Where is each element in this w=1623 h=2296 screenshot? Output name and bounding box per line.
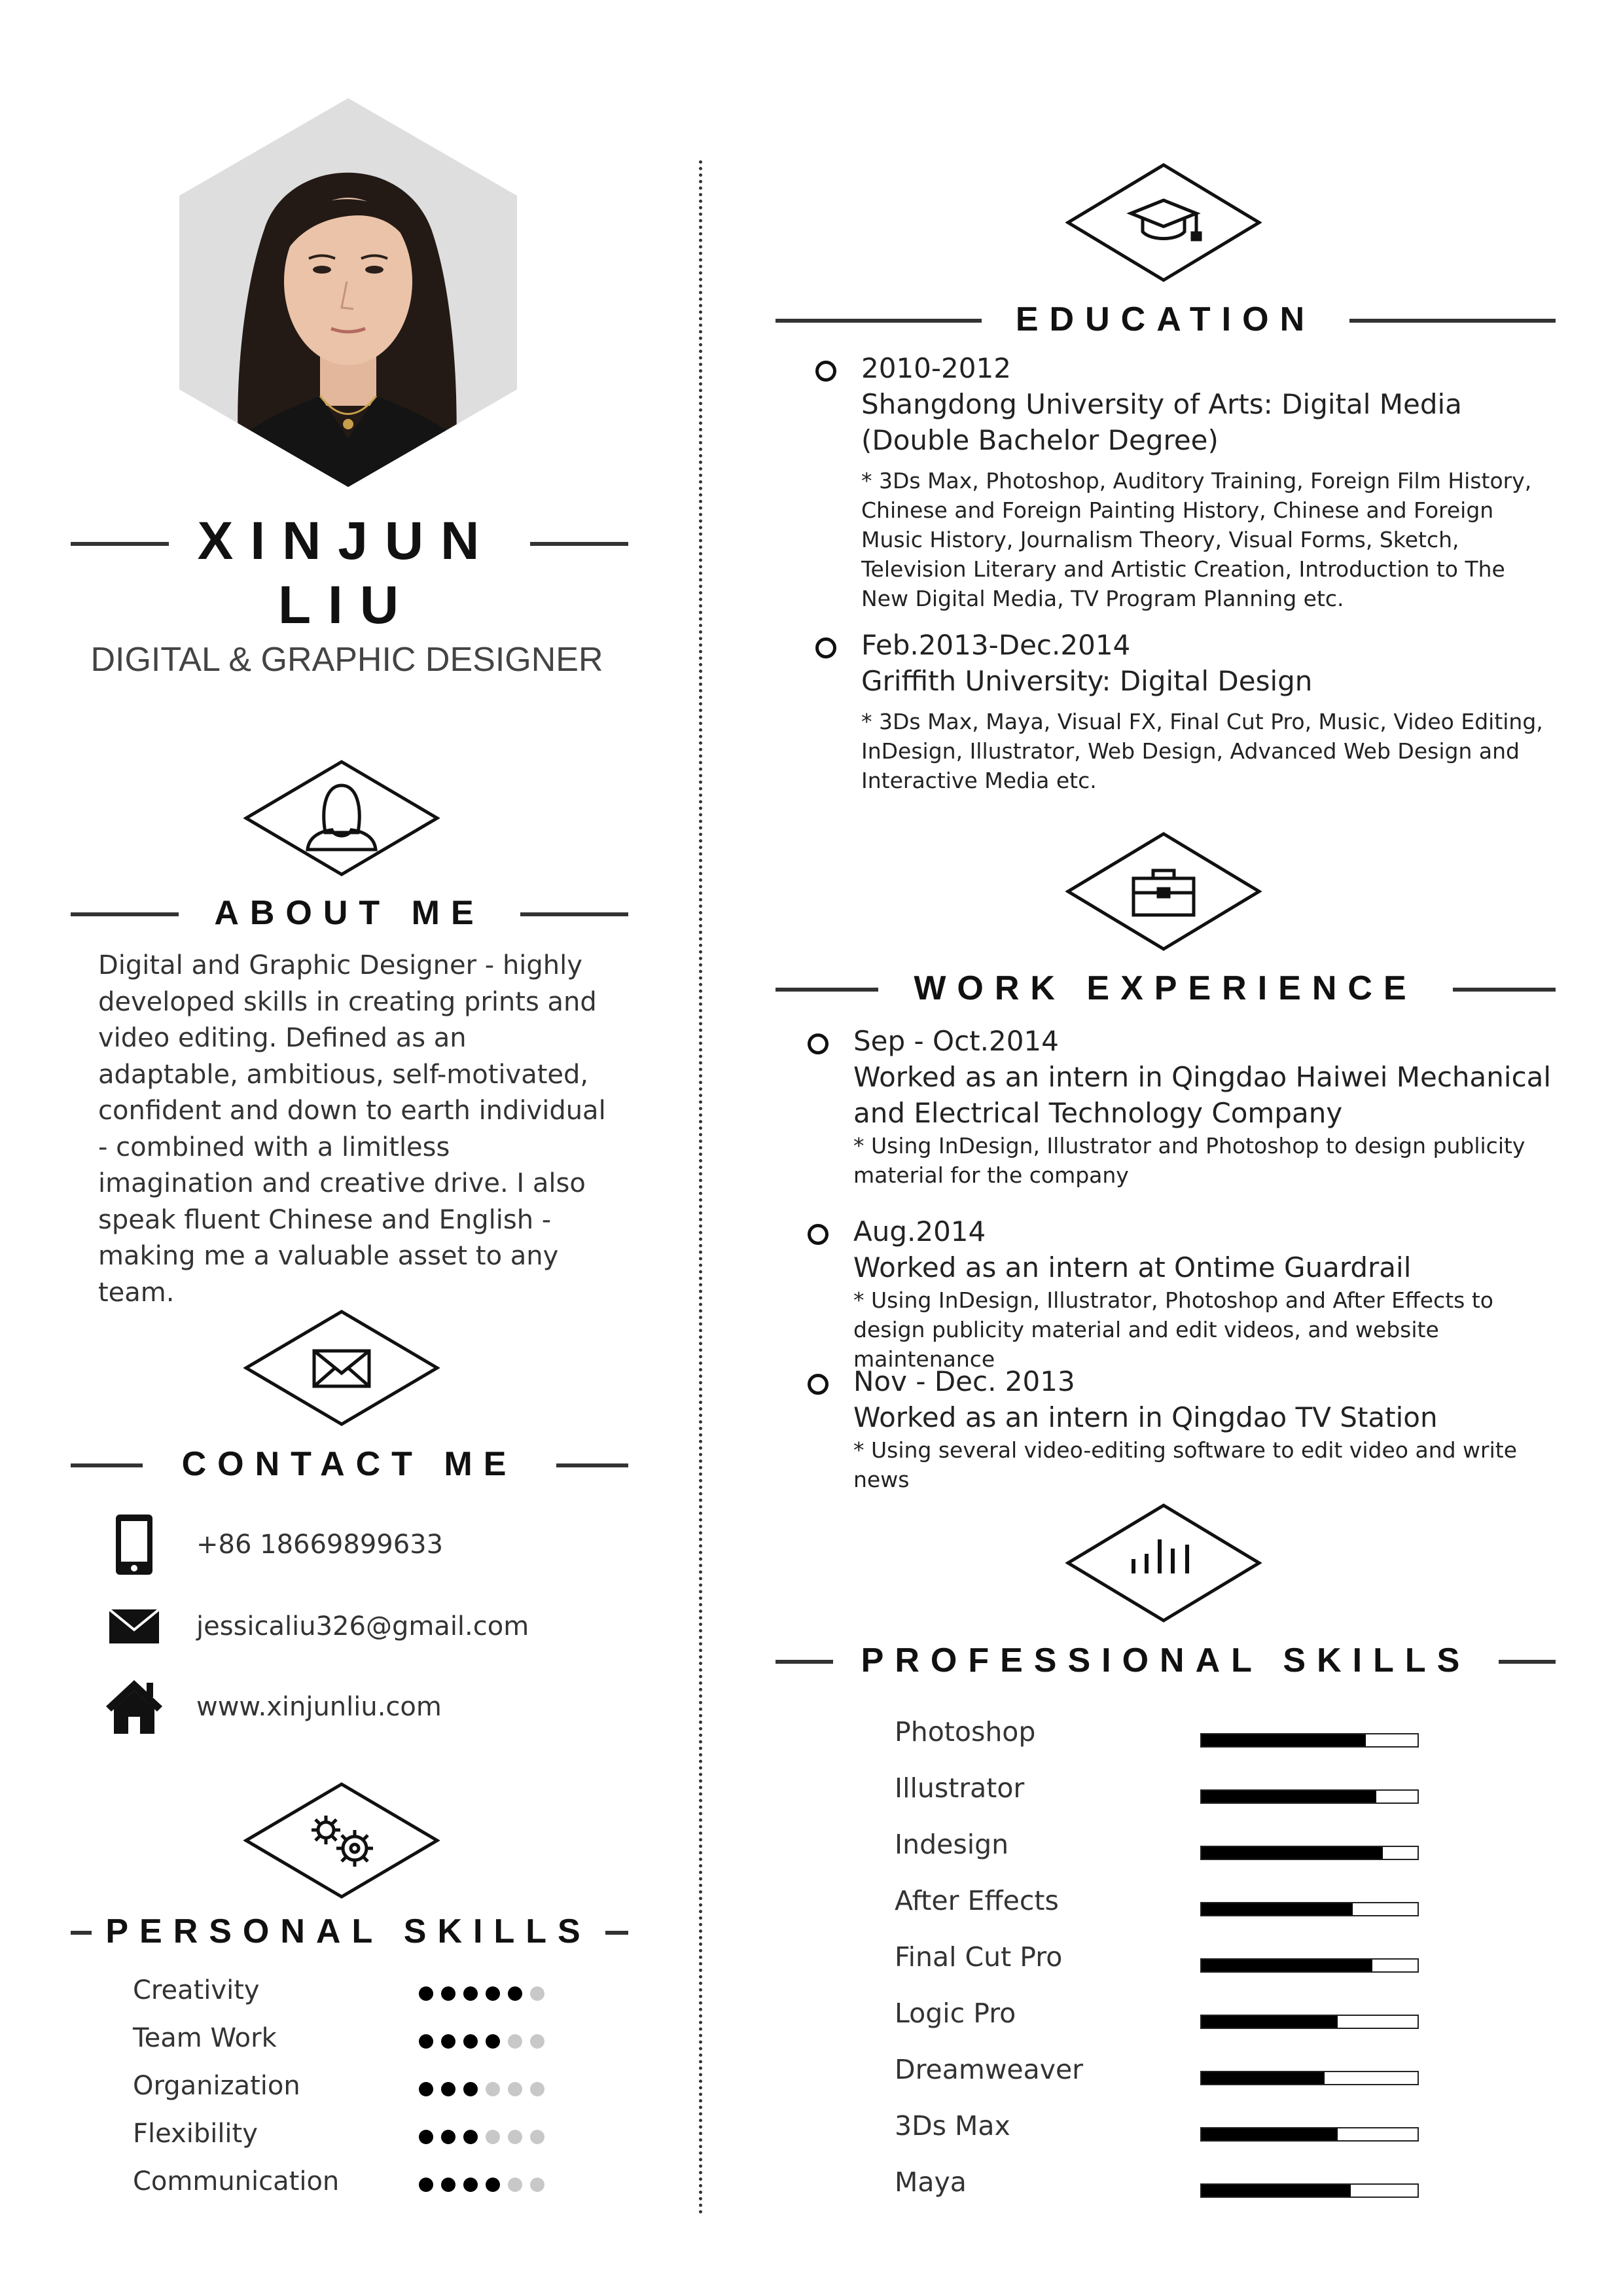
rating-dot [441, 2034, 455, 2049]
gears-icon [312, 1816, 373, 1867]
work-date: Nov - Dec. 2013 [853, 1365, 1075, 1397]
personal-skill-rating [419, 1986, 544, 2001]
rating-dot [419, 2034, 433, 2049]
skill-level-fill [1202, 2128, 1338, 2140]
personal-skill-name: Team Work [133, 2023, 277, 2053]
rating-dot [508, 1986, 522, 2001]
work-role: Worked as an intern in Qingdao Haiwei Mechanical and Electrical Technology Company [853, 1061, 1552, 1129]
about-rule-left [71, 912, 179, 916]
work-item [853, 1213, 1554, 1374]
personal-skills-rule-left [71, 1931, 92, 1935]
timeline-bullet [808, 1374, 829, 1395]
timeline-bullet [815, 637, 836, 658]
personal-skill-name: Creativity [133, 1975, 260, 2005]
website-url: www.xinjunliu.com [196, 1692, 442, 1722]
work-role: Worked as an intern in Qingdao TV Station [853, 1401, 1438, 1433]
work-detail: * Using several video-editing software to edit video and write news [853, 1437, 1518, 1492]
education-rule-left [776, 319, 982, 323]
skill-level-bar [1200, 2127, 1419, 2142]
personal-skill-name: Flexibility [133, 2119, 258, 2149]
professional-skill-name: Maya [895, 2166, 967, 2198]
skill-level-fill [1202, 1960, 1372, 1971]
rating-dot [441, 1986, 455, 2001]
skill-level-bar [1200, 2071, 1419, 2085]
skill-level-bar [1200, 1958, 1419, 1973]
professional-skill-name: Photoshop [895, 1716, 1036, 1748]
skill-level-fill [1202, 1791, 1376, 1803]
rating-dot [530, 2082, 544, 2096]
professional-skill-name: Logic Pro [895, 1998, 1016, 2029]
job-title: DIGITAL & GRAPHIC DESIGNER [90, 641, 603, 679]
column-divider [699, 160, 702, 2215]
skill-level-bar [1200, 2015, 1419, 2029]
profile-photo [179, 98, 517, 487]
rating-dot [508, 2034, 522, 2049]
work-role: Worked as an intern at Ontime Guardrail [853, 1251, 1412, 1283]
education-emblem [1065, 162, 1262, 283]
personal-skills-rule-right [605, 1931, 628, 1935]
skill-level-fill [1202, 1903, 1353, 1915]
professional-skills-rule-left [776, 1660, 833, 1664]
rating-dot [463, 2034, 478, 2049]
work-item [853, 1023, 1554, 1190]
education-item [861, 627, 1548, 795]
education-rule-right [1349, 319, 1556, 323]
skill-level-fill [1202, 2185, 1351, 2197]
last-name: LIU [277, 575, 416, 635]
professional-skill-name: Dreamweaver [895, 2054, 1084, 2085]
rating-dot [441, 2082, 455, 2096]
email-address: jessicaliu326@gmail.com [196, 1611, 529, 1641]
timeline-bullet [808, 1224, 829, 1245]
person-icon [308, 785, 376, 850]
skill-level-bar [1200, 1789, 1419, 1804]
personal-skill-rating [419, 2178, 544, 2192]
skill-level-fill [1202, 2016, 1338, 2028]
equalizer-icon [1133, 1539, 1187, 1573]
education-courses: * 3Ds Max, Maya, Visual FX, Final Cut Pro, Music, Video Editing, InDesign, Illustrator, Web Design, Advanced Web Design and Interactive Media etc. [861, 709, 1543, 793]
rating-dot [419, 2178, 433, 2192]
contact-rule-left [71, 1463, 143, 1467]
professional-skills-emblem [1065, 1503, 1262, 1623]
phone-icon [105, 1515, 164, 1574]
skill-level-bar [1200, 1733, 1419, 1748]
timeline-bullet [815, 361, 836, 382]
rating-dot [530, 2178, 544, 2192]
first-name: XINJUN [197, 511, 497, 571]
about-title: ABOUT ME [214, 894, 485, 932]
skill-level-fill [1202, 2072, 1325, 2084]
rating-dot [508, 2178, 522, 2192]
rating-dot [463, 2130, 478, 2144]
professional-skill-name: 3Ds Max [895, 2110, 1010, 2142]
phone-number: +86 18669899633 [196, 1530, 444, 1560]
timeline-bullet [808, 1033, 829, 1054]
rating-dot [419, 2130, 433, 2144]
work-date: Sep - Oct.2014 [853, 1025, 1059, 1057]
professional-skill-name: Indesign [895, 1829, 1009, 1860]
education-courses: * 3Ds Max, Photoshop, Auditory Training, Foreign Film History, Chinese and Foreign Painting History, Chinese and Foreign Music History, Journalism Theory, Visual Forms, Sketch, Television Literary and Artistic Creation, Introduction to The New Digital Media, TV Program Planning etc. [861, 468, 1532, 611]
education-degree: (Double Bachelor Degree) [861, 424, 1219, 456]
rating-dot [463, 2178, 478, 2192]
rating-dot [486, 2034, 500, 2049]
professional-skill-name: Final Cut Pro [895, 1941, 1063, 1973]
mail-icon [105, 1597, 164, 1656]
envelope-icon [314, 1351, 369, 1386]
graduation-cap-icon [1131, 200, 1200, 240]
professional-skills-rule-right [1499, 1660, 1556, 1664]
rating-dot [463, 2082, 478, 2096]
personal-skill-name: Organization [133, 2071, 300, 2101]
skill-level-bar [1200, 1846, 1419, 1860]
rating-dot [441, 2178, 455, 2192]
education-date: Feb.2013-Dec.2014 [861, 629, 1131, 661]
contact-emblem [243, 1309, 440, 1427]
rating-dot [486, 2130, 500, 2144]
contact-website[interactable] [105, 1674, 442, 1740]
rating-dot [486, 1986, 500, 2001]
work-title: WORK EXPERIENCE [914, 969, 1418, 1007]
rating-dot [486, 2082, 500, 2096]
rating-dot [486, 2178, 500, 2192]
contact-title: CONTACT ME [181, 1445, 518, 1483]
contact-email[interactable] [105, 1594, 529, 1659]
professional-skill-name: Illustrator [895, 1772, 1025, 1804]
rating-dot [441, 2130, 455, 2144]
skill-level-bar [1200, 2183, 1419, 2198]
personal-skill-rating [419, 2082, 544, 2096]
work-emblem [1065, 831, 1262, 952]
personal-skill-rating [419, 2130, 544, 2144]
skill-level-fill [1202, 1847, 1383, 1859]
rating-dot [508, 2130, 522, 2144]
about-rule-right [520, 912, 628, 916]
professional-skill-name: After Effects [895, 1885, 1059, 1916]
rating-dot [530, 2034, 544, 2049]
skill-level-fill [1202, 1734, 1366, 1746]
work-date: Aug.2014 [853, 1215, 986, 1247]
work-detail: * Using InDesign, Illustrator, Photoshop and After Effects to design publicity material and edit videos, and website maintenance [853, 1287, 1493, 1372]
personal-skill-rating [419, 2034, 544, 2049]
education-title: EDUCATION [1015, 300, 1316, 338]
contact-phone[interactable] [105, 1512, 443, 1577]
education-school: Griffith University: Digital Design [861, 665, 1313, 697]
education-date: 2010-2012 [861, 352, 1011, 384]
personal-skills-emblem [243, 1782, 440, 1899]
about-emblem [243, 759, 440, 877]
work-rule-left [776, 988, 878, 992]
work-item [853, 1363, 1554, 1494]
rating-dot [419, 2082, 433, 2096]
professional-skills-title: PROFESSIONAL SKILLS [861, 1641, 1471, 1679]
education-item [861, 350, 1548, 613]
work-rule-right [1453, 988, 1556, 992]
rating-dot [508, 2082, 522, 2096]
home-icon [105, 1677, 164, 1736]
briefcase-icon [1133, 870, 1194, 915]
work-detail: * Using InDesign, Illustrator and Photoshop to design publicity material for the company [853, 1133, 1525, 1188]
rating-dot [530, 2130, 544, 2144]
personal-skill-name: Communication [133, 2166, 340, 2197]
contact-rule-right [556, 1463, 628, 1467]
education-school: Shangdong University of Arts: Digital Media [861, 388, 1462, 420]
rating-dot [463, 1986, 478, 2001]
personal-skills-title: PERSONAL SKILLS [105, 1912, 592, 1950]
rating-dot [530, 1986, 544, 2001]
skill-level-bar [1200, 1902, 1419, 1916]
about-text: Digital and Graphic Designer - highly developed skills in creating prints and video editing. Defined as an adaptable, ambitious, self-motivated, confident and down to earth individual - combined with a limitless imagination and creative drive. I also speak fluent Chinese and English - making me a valuable asset to any team. [98, 950, 606, 1308]
rating-dot [419, 1986, 433, 2001]
